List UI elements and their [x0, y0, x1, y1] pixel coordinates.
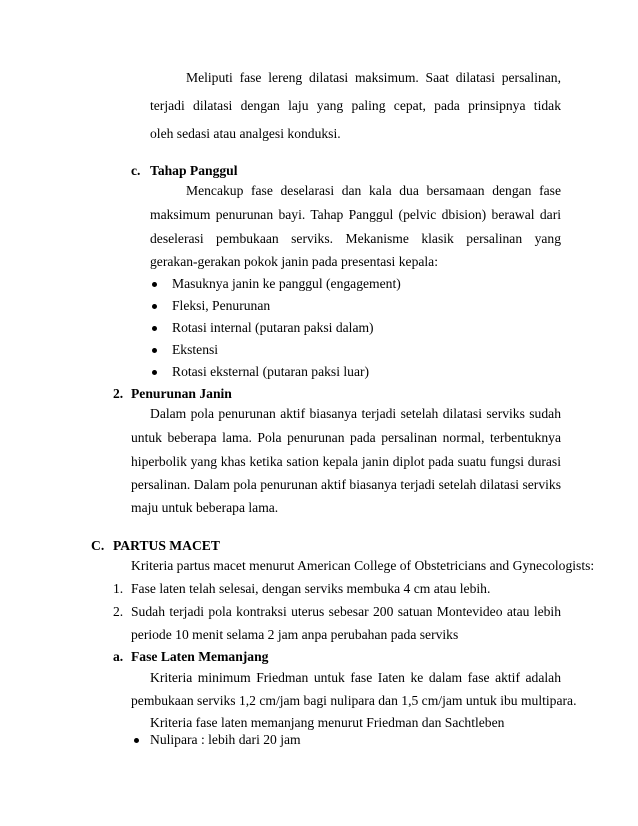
para-line: Kriteria minimum Friedman untuk fase Iaten ke dalam fase aktif adalah	[150, 670, 561, 685]
list-item: Nulipara : lebih dari 20 jam	[150, 732, 301, 747]
section-marker: c.	[131, 163, 141, 178]
para-line: pembukaan serviks 1,2 cm/jam bagi nulipara dan 1,5 cm/jam untuk ibu multipara.	[131, 693, 577, 708]
para-line: Dalam pola penurunan aktif biasanya terjadi setelah dilatasi serviks sudah	[150, 406, 561, 421]
list-item: Fleksi, Penurunan	[172, 298, 271, 313]
bullet-icon	[152, 326, 157, 331]
list-item: Fase laten telah selesai, dengan serviks membuka 4 cm atau lebih.	[131, 581, 491, 596]
list-item: Rotasi internal (putaran paksi dalam)	[172, 320, 374, 335]
para-line: hiperbolik yang khas ketika sation kepala janin diplot pada suatu fungsi durasi	[131, 454, 561, 469]
list-item: periode 10 menit selama 2 jam anpa perubahan pada serviks	[131, 627, 459, 642]
list-item: Sudah terjadi pola kontraksi uterus sebesar 200 satuan Montevideo atau lebih	[131, 604, 561, 619]
para-line: gerakan-gerakan pokok janin pada presentasi kepala:	[150, 254, 438, 269]
section-marker: a.	[113, 649, 124, 664]
bullet-icon	[152, 348, 157, 353]
para-line: maju untuk beberapa lama.	[131, 500, 279, 515]
para-line: oleh sedasi atau analgesi konduksi.	[150, 126, 341, 141]
list-marker: 1.	[113, 581, 124, 596]
list-item: Ekstensi	[172, 342, 219, 357]
bullet-icon	[152, 370, 157, 375]
list-item: Rotasi eksternal (putaran paksi luar)	[172, 364, 370, 379]
list-item: Masuknya janin ke panggul (engagement)	[172, 276, 401, 291]
para-line: Meliputi fase lereng dilatasi maksimum. Saat dilatasi persalinan,	[186, 70, 561, 85]
list-marker: 2.	[113, 604, 124, 619]
para-line: untuk beberapa lama. Pola penurunan pada persalinan normal, terbentuknya	[131, 430, 561, 445]
bullet-icon	[152, 304, 157, 309]
section-heading: Penurunan Janin	[131, 386, 232, 401]
para-line: Kriteria fase laten memanjang menurut Friedman dan Sachtleben	[150, 715, 505, 730]
section-marker: 2.	[113, 386, 124, 401]
para-line: maksimum penurunan bayi. Tahap Panggul (pelvic dbision) berawal dari	[150, 207, 561, 222]
section-heading: Fase Laten Memanjang	[131, 649, 269, 664]
section-marker: C.	[91, 538, 105, 553]
bullet-icon	[152, 282, 157, 287]
section-heading: Tahap Panggul	[150, 163, 238, 178]
para-line: deselerasi pembukaan serviks. Mekanisme klasik persalinan yang	[150, 231, 561, 246]
section-heading: PARTUS MACET	[113, 538, 220, 553]
para-line: terjadi dilatasi dengan laju yang paling cepat, pada prinsipnya tidak	[150, 98, 561, 113]
para-line: Kriteria partus macet menurut American College of Obstetricians and Gynecologists:	[131, 558, 595, 573]
para-line: Mencakup fase deselarasi dan kala dua bersamaan dengan fase	[186, 183, 561, 198]
bullet-icon	[134, 738, 139, 743]
para-line: persalinan. Dalam pola penurunan aktif biasanya terjadi setelah dilatasi serviks	[131, 477, 561, 492]
